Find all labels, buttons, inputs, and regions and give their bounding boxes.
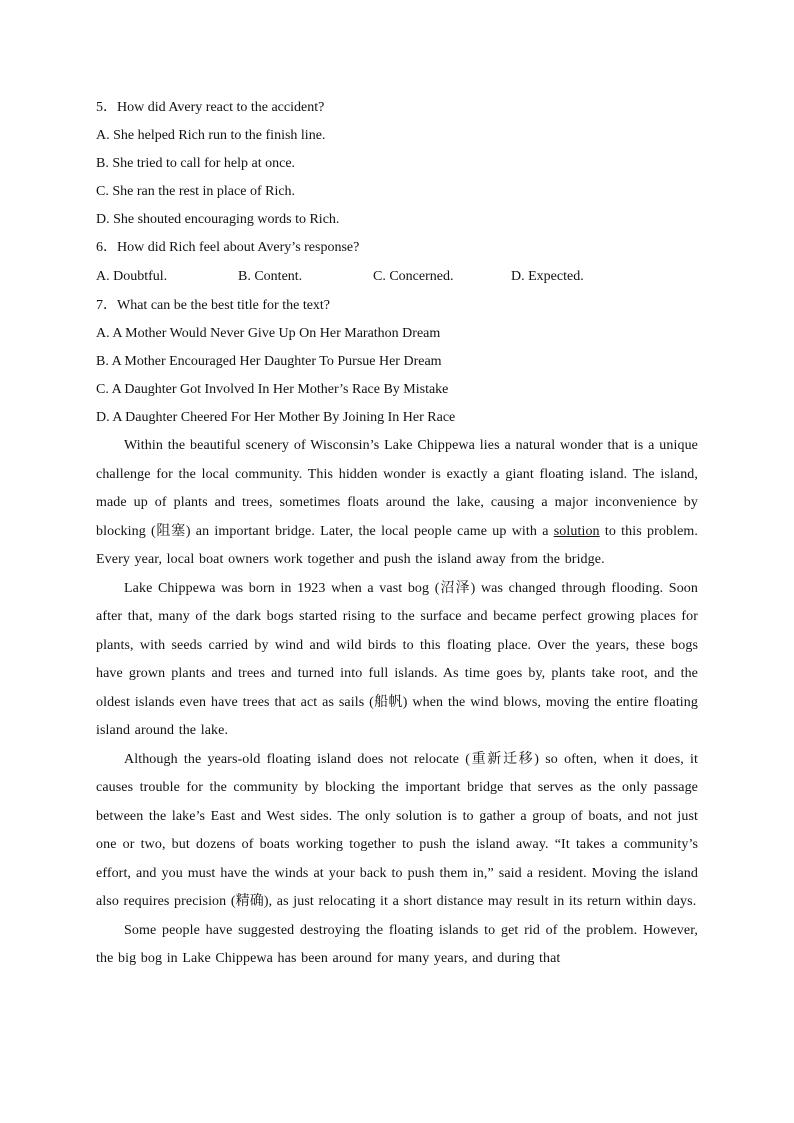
question-7-option-b: B. A Mother Encouraged Her Daughter To Pursue Her Dream	[96, 354, 442, 369]
question-7-option-d: D. A Daughter Cheered For Her Mother By Joining In Her Race	[96, 410, 456, 425]
question-5-option-a: A. She helped Rich run to the finish line.	[96, 128, 326, 143]
question-6-option-d: D. Expected.	[511, 269, 584, 284]
passage-paragraph-2: Lake Chippewa was born in 1923 when a vast bog (沼泽) was changed through flooding. Soon after that, many of the dark bogs started rising to the surface and became perfect growing places for plants, with seeds carried by wind and wild birds to this floating place. Over the years, these bogs have grown plants and trees and turned into full islands. As time goes by, plants take root, and the oldest islands even have trees that act as sails (船帆) when the wind blows, moving the entire floating island around the lake.	[96, 580, 698, 738]
question-7-stem: 7．What can be the best title for the text?	[96, 298, 331, 313]
passage-paragraph-3: Although the years-old floating island does not relocate (重新迁移) so often, when it does, it causes trouble for the community by blocking the important bridge that serves as the only passage between the lake’s East and West sides. The only solution is to gather a group of boats, and not just one or two, but dozens of boats working together to push the island away. “It takes a community’s effort, and you must have the winds at your back to push them in,” said a resident. Moving the island also requires precision (精确), as just relocating it a short distance may result in its return within days.	[96, 751, 698, 909]
question-6-option-c: C. Concerned.	[373, 269, 454, 284]
question-5-stem: 5．How did Avery react to the accident?	[96, 100, 325, 115]
question-5-option-c: C. She ran the rest in place of Rich.	[96, 184, 296, 199]
question-7-option-c: C. A Daughter Got Involved In Her Mother’s Race By Mistake	[96, 382, 449, 397]
passage-paragraph-1	[96, 432, 698, 575]
document-content	[96, 94, 698, 974]
passage-p1-underlined-word: solution	[553, 523, 600, 539]
question-6-option-b: B. Content.	[238, 269, 303, 284]
question-6-options	[96, 262, 698, 292]
question-5-option-b: B. She tried to call for help at once.	[96, 156, 296, 171]
question-5-option-d: D. She shouted encouraging words to Rich.	[96, 212, 340, 227]
question-6-option-a: A. Doubtful.	[96, 269, 168, 284]
passage-paragraph-4: Some people have suggested destroying the floating islands to get rid of the problem. However, the big bog in Lake Chippewa has been around for many years, and during that	[96, 922, 698, 966]
question-6-stem: 6．How did Rich feel about Avery’s response?	[96, 240, 360, 255]
question-7-option-a: A. A Mother Would Never Give Up On Her Marathon Dream	[96, 326, 441, 341]
passage-p1-text-before: Within the beautiful scenery of Wisconsin’s Lake Chippewa lies a natural wonder that is a unique challenge for the local community. This hidden wonder is exactly a giant floating island. The island, made up of plants and trees, sometimes floats around the lake, causing a major inconvenience by blocking (阻塞) an important bridge. Later, the local people came up with a	[96, 438, 698, 539]
passage-p1-text-after: to this problem. Every year, local boat owners work together and push the island away from the bridge.	[96, 523, 698, 567]
